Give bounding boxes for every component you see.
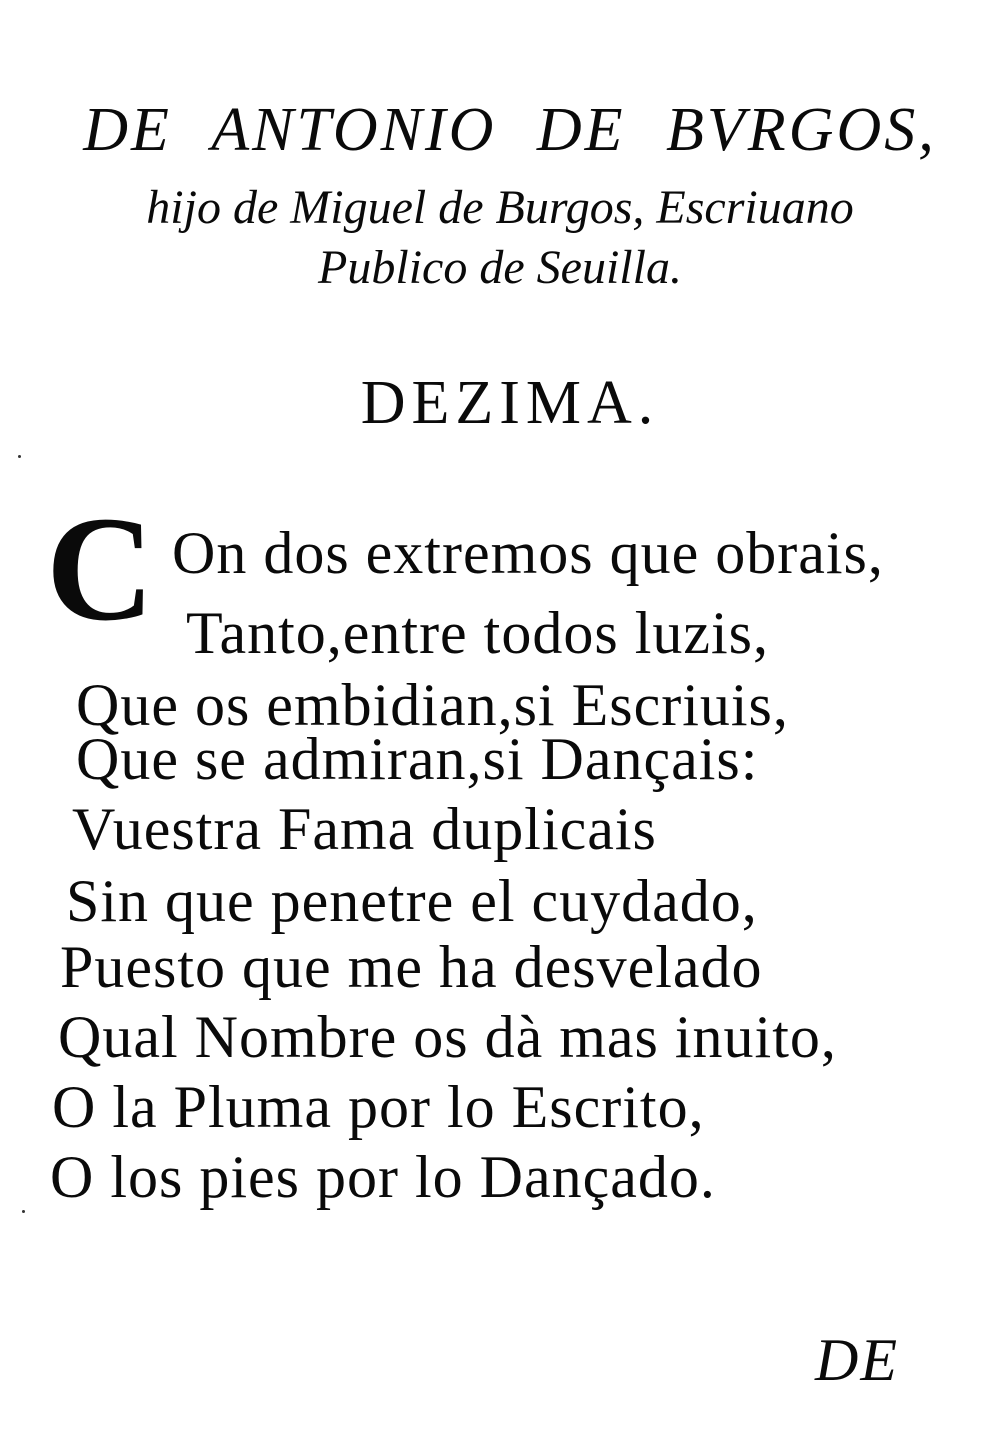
ink-speck [22, 1210, 25, 1213]
author-heading-line-1: DE ANTONIO DE BVRGOS, [83, 96, 937, 164]
poem-line-9: O la Pluma por lo Escrito, [52, 1074, 705, 1140]
poem-line-10: O los pies por lo Dançado. [50, 1144, 716, 1210]
drop-cap: C [46, 486, 155, 652]
poem-line-4: Que se admiran,si Dançais: [76, 726, 759, 792]
poem-line-1: On dos extremos que obrais, [172, 520, 884, 586]
catchword: DE [815, 1327, 899, 1393]
poem-line-5: Vuestra Fama duplicais [72, 796, 657, 862]
poem-line-6: Sin que penetre el cuydado, [66, 868, 758, 934]
poem-line-8: Qual Nombre os dà mas inuito, [58, 1004, 837, 1070]
author-heading-line-2: hijo de Miguel de Burgos, Escriuano [146, 181, 854, 234]
poem-line-7: Puesto que me ha desvelado [60, 934, 763, 1000]
ink-speck [18, 455, 21, 458]
poem-line-2: Tanto,entre todos luzis, [186, 600, 770, 666]
poem-line-3: Que os embidian,si Escriuis, [76, 672, 789, 738]
section-title: DEZIMA. [360, 369, 660, 437]
author-heading-line-3: Publico de Seuilla. [318, 241, 682, 294]
